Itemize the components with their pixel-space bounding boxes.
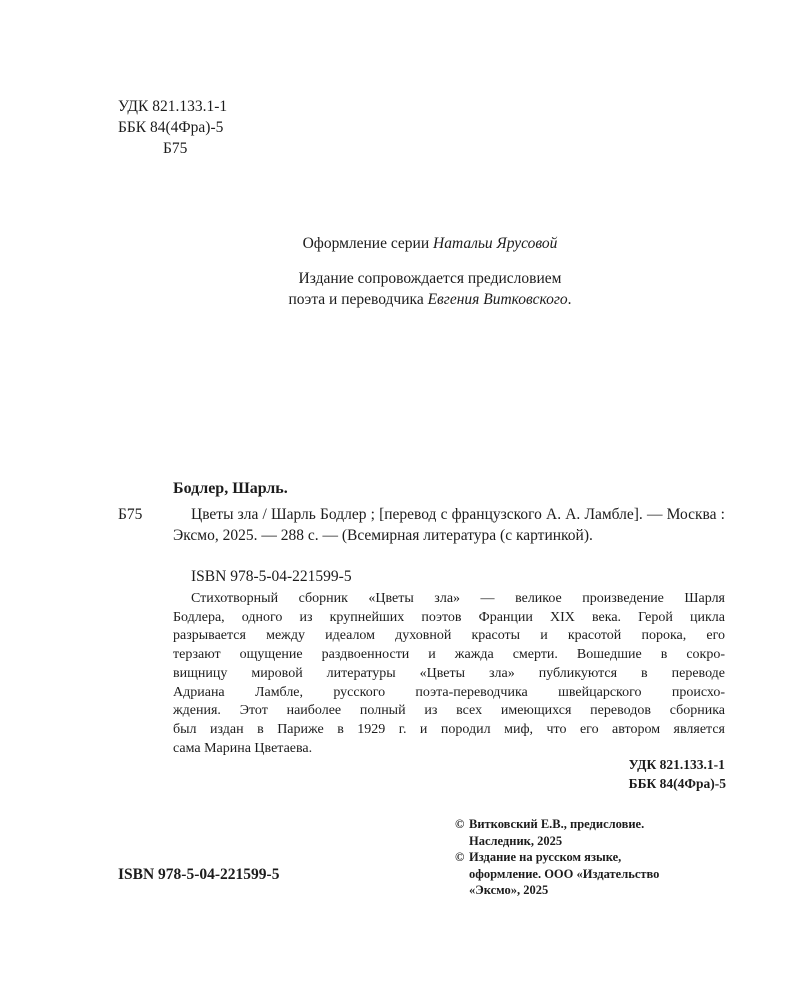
catalog-udk-code: УДК 821.133.1-1 [628, 757, 725, 772]
copyright-item-edition [455, 849, 659, 899]
copyright-line: Наследник, 2025 [469, 833, 563, 848]
copyright-line: «Эксмо», 2025 [469, 883, 549, 898]
annotation-line: Стихотворный сборник «Цветы зла» — великое произведение Шарля [191, 591, 725, 606]
annotation-line: терзают ощущение раздвоенности и жажда смерти. Вошедшие в сокро- [173, 647, 725, 663]
preface-line-2-prefix: поэта и переводчика [288, 291, 428, 308]
top-bbk-code: ББК 84(4Фра)-5 [118, 119, 224, 136]
copyright-symbol: © [455, 817, 465, 831]
annotation-line: Бодлера, одного из крупнейших поэтов Франции XIX века. Герой цикла [173, 609, 725, 625]
catalog-author-mark: Б75 [118, 506, 143, 523]
top-author-mark: Б75 [163, 140, 188, 157]
catalog-annotation [173, 590, 725, 758]
annotation-line: Адриана Ламбле, русского поэта-переводчика швейцарского происхо- [173, 684, 725, 700]
catalog-classification-codes [629, 755, 726, 793]
series-design-prefix: Оформление серии [302, 235, 434, 252]
series-designer-name: Натальи Ярусовой [433, 235, 558, 252]
catalog-isbn: ISBN 978-5-04-221599-5 [191, 568, 352, 585]
catalog-bbk-code: ББК 84(4Фра)-5 [628, 776, 726, 791]
preface-credit [0, 268, 800, 310]
preface-line-2-end: . [567, 291, 572, 308]
catalog-author-heading: Бодлер, Шарль. [173, 480, 288, 497]
annotation-line: разрывается между идеалом духовной красоты и красотой порока, его [173, 628, 725, 644]
annotation-line: ждения. Этот наиболее полный из всех имеющихся переводов сборника [173, 703, 725, 719]
series-design-credit [0, 233, 800, 254]
copyright-line: Издание на русском языке, [469, 850, 622, 865]
annotation-line: сама Марина Цветаева. [173, 740, 313, 756]
copyright-symbol: © [455, 850, 465, 865]
preface-author-name: Евгения Витковского [427, 291, 568, 308]
copyright-line: оформление. ООО «Издательство [469, 866, 660, 881]
copyright-item-preface [455, 816, 659, 849]
preface-line-2 [0, 289, 800, 310]
top-udk-code: УДК 821.133.1-1 [118, 98, 228, 115]
copyright-notice [455, 816, 659, 899]
preface-line-1: Издание сопровождается предисловием [298, 270, 562, 287]
copyright-line: Витковский Е.В., предисловие. [469, 817, 645, 831]
annotation-line: был издан в Париже в 1929 г. и породил миф, что его автором является [173, 721, 725, 737]
annotation-line: вищницу мировой литературы «Цветы зла» публикуются в переводе [173, 665, 725, 681]
footer-isbn: ISBN 978-5-04-221599-5 [118, 866, 280, 883]
catalog-bibliographic-description: Цветы зла / Шарль Бодлер ; [перевод с французского А. А. Ламбле]. — Москва : Эксмо, 2025. — 288 с. — (Всемирная литература (с картинкой). [173, 506, 725, 544]
